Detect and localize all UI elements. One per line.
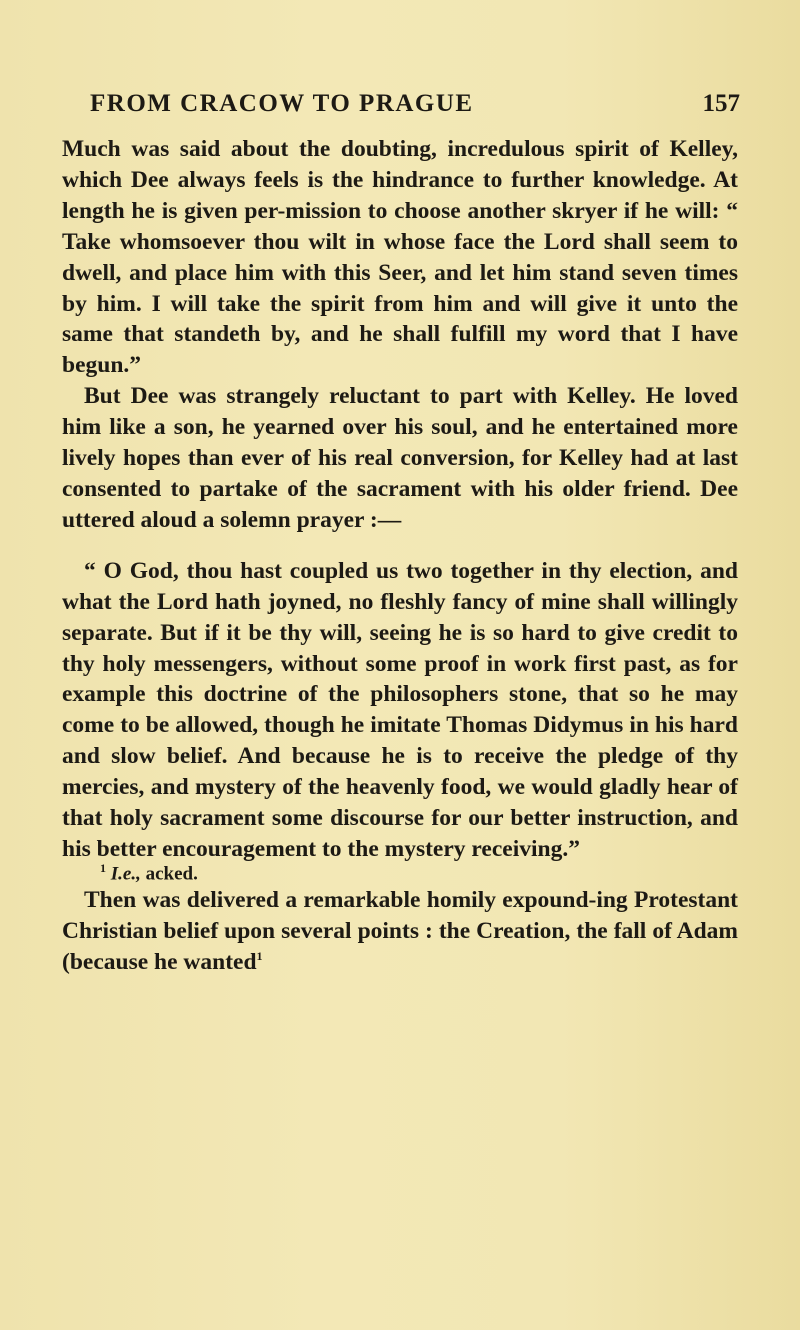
paragraph: But Dee was strangely reluctant to part with Kelley. He loved him like a son, he yearned over his soul, and he entertained more lively hopes than ever of his real conversion, for Kelley had at last consented to partake of the sacrament with his older friend. Dee uttered aloud a solemn prayer :— <box>62 383 738 533</box>
paragraph <box>62 885 738 978</box>
paragraph: “ O God, thou hast coupled us two together in thy election, and what the Lord hath joyned, no fleshly fancy of mine shall willingly separate. But if it be thy will, seeing he is so hard to give credit to thy holy messengers, without some proof in work first past, as for example this doctrine of the philosophers stone, that so he may come to be allowed, though he imitate Thomas Didymus in his hard and slow belief. And because he is to receive the pledge of thy mercies, and mystery of the heavenly food, we would gladly hear of that holy sacrament some discourse for our better instruction, and his better encouragement to the mystery receiving.” <box>62 557 738 862</box>
page-header <box>60 84 740 124</box>
paragraph: Much was said about the doubting, incredulous spirit of Kelley, which Dee always feels is the hindrance to further knowledge. At length he is given per-mission to choose another skryer if he will: “ Take whomsoever thou wilt in whose face the Lord shall seem to dwell, and place him with this Seer, and let him stand seven times by him. I will take the spirit from him and will give it unto the same that standeth by, and he shall fulfill my word that I have begun.” <box>62 136 738 379</box>
footnote-mark: 1 <box>100 861 106 875</box>
paragraph-text: Then was delivered a remarkable homily expound-ing Protestant Christian belief upon several points : the Creation, the fall of Adam (because he wanted <box>62 886 738 975</box>
running-title: FROM CRACOW TO PRAGUE <box>90 90 474 117</box>
footnote-text: I.e., acked. <box>110 863 198 885</box>
body-text <box>62 134 738 978</box>
page-number: 157 <box>702 90 740 117</box>
footnote <box>100 856 700 886</box>
footnote-reference: 1 <box>256 948 263 963</box>
